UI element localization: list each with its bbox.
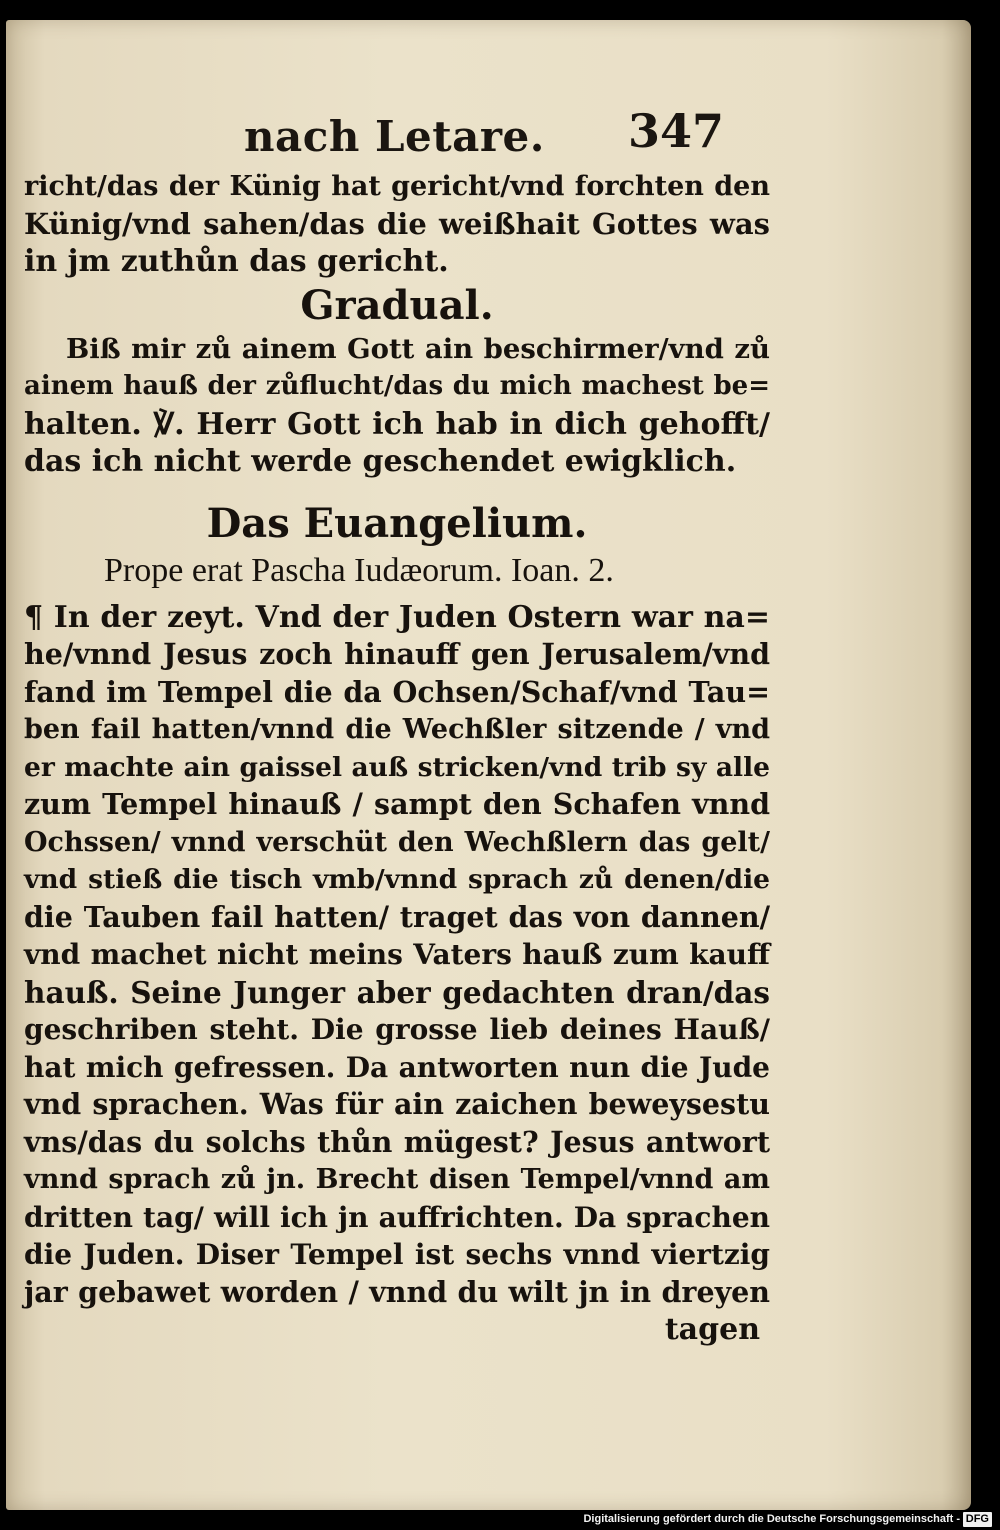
gospel-latin-incipit: Prope erat Pascha Iudæorum. Ioan. 2. (104, 551, 614, 589)
page-header (6, 104, 971, 172)
text-line: vnd sprachen. Was für ain zaichen beweysestu (24, 1087, 770, 1121)
text-line: dritten tag/ will ich jn auffrichten. Da sprachen (24, 1200, 770, 1234)
text-line: fand im Tempel die da Ochsen/Schaf/vnd Tau= (24, 674, 770, 709)
running-head: nach Letare. (244, 112, 545, 161)
gospel-heading: Das Euangelium. (206, 499, 588, 547)
dfg-logo-icon: DFG (963, 1512, 992, 1527)
text-line: jar gebawet worden / vnnd du wilt jn in dreyen (24, 1274, 770, 1309)
digitization-footer (0, 1510, 1000, 1530)
text-line: ben fail hatten/vnnd die Wechßler sitzende / vnd (24, 714, 770, 745)
text-line: ¶ In der zeyt. Vnd der Juden Ostern war na= (24, 599, 770, 635)
gradual-text (24, 331, 770, 481)
text-line: ainem hauß der zůflucht/das du mich machest be= (24, 371, 770, 401)
gospel-text (24, 599, 770, 1349)
funding-credit: Digitalisierung gefördert durch die Deutsche Forschungsgemeinschaft - (583, 1513, 960, 1525)
text-line: he/vnnd Jesus zoch hinauff gen Jerusalem/vnd (24, 637, 770, 671)
text-line: vnd stieß die tisch vmb/vnnd sprach zů denen/die (24, 864, 770, 895)
text-line: vnd machet nicht meins Vaters hauß zum kauff (24, 938, 770, 971)
text-line: zum Tempel hinauß / sampt den Schafen vnnd (24, 787, 770, 821)
text-line: hauß. Seine Junger aber gedachten dran/das (24, 974, 770, 1010)
section-continuation (24, 168, 770, 281)
text-line: Ochssen/ vnnd verschüt den Wechßlern das gelt/ (24, 826, 770, 858)
text-line: Biß mir zů ainem Gott ain beschirmer/vnd zů (66, 332, 770, 365)
text-line: vns/das du solchs thůn mügest? Jesus antwort (24, 1124, 770, 1159)
book-page (6, 20, 971, 1510)
text-line: die Juden. Diser Tempel ist sechs vnnd viertzig (24, 1238, 770, 1271)
text-line: in jm zuthůn das gericht. (24, 244, 449, 279)
text-line: hat mich gefressen. Da antworten nun die Jude (24, 1050, 770, 1084)
text-line: die Tauben fail hatten/ traget das von dannen/ (24, 899, 770, 934)
page-number: 347 (628, 104, 725, 158)
text-line: er machte ain gaissel auß stricken/vnd trib sy alle (24, 751, 770, 783)
text-line: das ich nicht werde geschendet ewigklich. (24, 444, 737, 479)
text-line: Künig/vnd sahen/das die weißhait Gottes was (24, 206, 770, 241)
text-line: halten. ℣. Herr Gott ich hab in dich gehofft/ (24, 406, 770, 442)
text-line: richt/das der Künig hat gericht/vnd forchten den (24, 171, 770, 202)
text-line: vnnd sprach zů jn. Brecht disen Tempel/vnnd am (24, 1164, 770, 1195)
gradual-heading: Gradual. (300, 281, 494, 329)
text-block (24, 168, 770, 1349)
text-line: geschriben steht. Die grosse lieb deines Hauß/ (24, 1013, 770, 1046)
catchword: tagen (664, 1312, 760, 1347)
